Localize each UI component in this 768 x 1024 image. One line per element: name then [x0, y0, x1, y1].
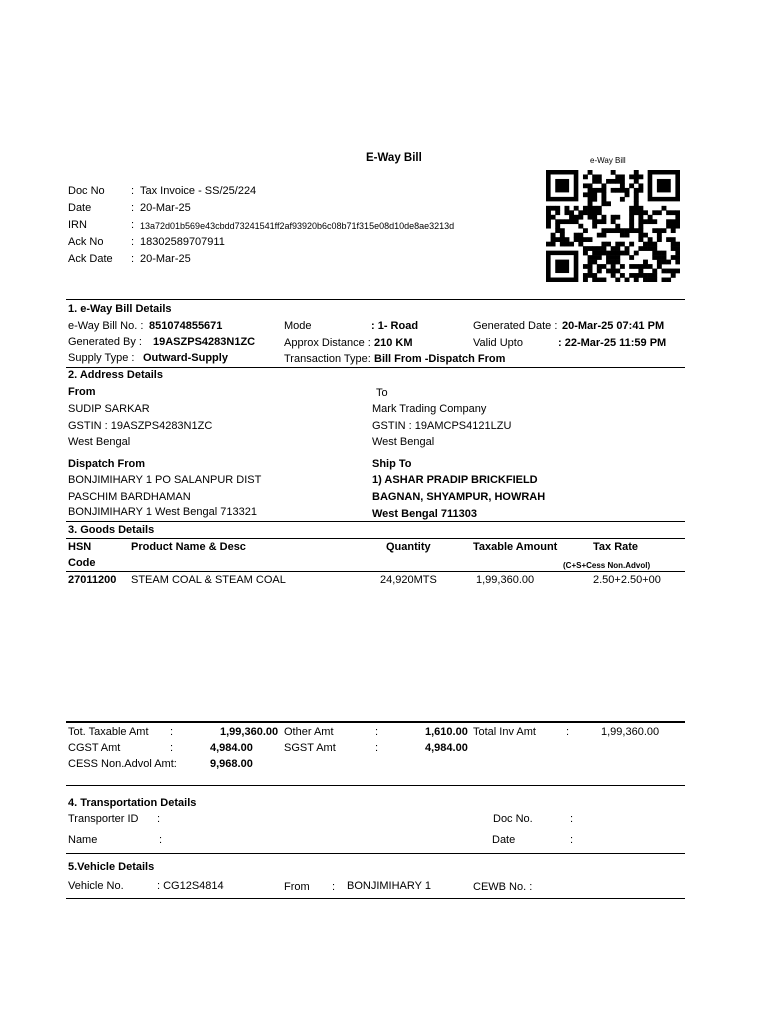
to-state: West Bengal [372, 436, 435, 448]
generated-by-label: Generated By : [68, 336, 142, 348]
col-hsn-code: Code [68, 557, 96, 569]
to-label: To [376, 387, 388, 399]
cgst-label: CGST Amt [68, 742, 121, 754]
qr-caption: e-Way Bill [590, 156, 626, 165]
divider [66, 898, 685, 899]
colon: : [570, 813, 574, 825]
ship-line: BAGNAN, SHYAMPUR, HOWRAH [372, 491, 546, 503]
cell-hsn: 27011200 [68, 574, 117, 586]
colon: : [375, 726, 379, 738]
section1-heading: 1. e-Way Bill Details [68, 303, 172, 315]
other-amt-value: 1,610.00 [425, 726, 468, 738]
cgst-value: 4,984.00 [210, 742, 253, 754]
doc-no-value: Tax Invoice - SS/25/224 [140, 185, 257, 197]
colon: : [157, 813, 161, 825]
ack-no-value: 18302589707911 [140, 236, 225, 248]
from-label: From [68, 386, 96, 398]
cess-label: CESS Non.Advol Amt: [68, 758, 177, 770]
colon: : [375, 742, 379, 754]
col-tax-rate-sub: (C+S+Cess Non.Advol) [563, 561, 651, 570]
distance-label: Approx Distance : [284, 337, 371, 349]
vehicle-no-value: : CG12S4814 [157, 880, 224, 892]
irn-value: 13a72d01b569e43cbdd73241541ff2af93920b6c08b71f315e08d10de8ae3213d [140, 221, 455, 231]
divider [66, 853, 685, 854]
colon: : [332, 881, 336, 893]
section4-heading: 4. Transportation Details [68, 797, 197, 809]
ack-date-label: Ack Date [68, 253, 113, 265]
colon: : [131, 185, 135, 197]
total-inv-label: Total Inv Amt [473, 726, 536, 738]
colon: : [131, 253, 135, 265]
txn-type-label: Transaction Type: [284, 353, 371, 365]
ewb-no-label: e-Way Bill No. : [68, 320, 144, 332]
gen-date-label: Generated Date : [473, 320, 558, 332]
dispatch-line: PASCHIM BARDHAMAN [68, 491, 191, 503]
section5-heading: 5.Vehicle Details [68, 861, 155, 873]
cewb-no-label: CEWB No. : [473, 881, 533, 893]
dispatch-from-label: Dispatch From [68, 458, 146, 470]
divider [66, 721, 685, 723]
divider [66, 367, 685, 368]
section2-heading: 2. Address Details [68, 369, 163, 381]
total-inv-value: 1,99,360.00 [601, 726, 660, 738]
colon: : [131, 236, 135, 248]
to-gstin: GSTIN : 19AMCPS4121LZU [372, 420, 512, 432]
date-value: 20-Mar-25 [140, 202, 191, 214]
from-name: SUDIP SARKAR [68, 403, 150, 415]
ship-line: West Bengal 711303 [372, 508, 477, 520]
divider [66, 538, 685, 539]
valid-upto-label: Valid Upto [473, 337, 523, 349]
mode-value: : 1- Road [371, 320, 419, 332]
vehicle-from-label: From [284, 881, 310, 893]
colon: : [131, 219, 135, 231]
from-state: West Bengal [68, 436, 131, 448]
cell-quantity: 24,920MTS [380, 574, 437, 586]
section3-heading: 3. Goods Details [68, 524, 155, 536]
ship-to-label: Ship To [372, 458, 412, 470]
colon: : [170, 726, 174, 738]
colon: : [170, 742, 174, 754]
colon: : [566, 726, 570, 738]
cess-value: 9,968.00 [210, 758, 253, 770]
col-hsn: HSN [68, 541, 92, 553]
mode-label: Mode [284, 320, 312, 332]
colon: : [570, 834, 574, 846]
txn-type-value: Bill From -Dispatch From [374, 353, 506, 365]
qr-code [546, 170, 680, 282]
page-title: E-Way Bill [366, 152, 422, 164]
from-gstin: GSTIN : 19ASZPS4283N1ZC [68, 420, 213, 432]
sgst-label: SGST Amt [284, 742, 336, 754]
ship-line: 1) ASHAR PRADIP BRICKFIELD [372, 474, 538, 486]
dispatch-line: BONJIMIHARY 1 PO SALANPUR DIST [68, 474, 262, 486]
col-quantity: Quantity [386, 541, 431, 553]
divider [66, 571, 685, 572]
irn-label: IRN [68, 219, 87, 231]
divider [66, 299, 685, 300]
divider [66, 785, 685, 786]
ewb-no-value: 851074855671 [149, 320, 223, 332]
vehicle-from-value: BONJIMIHARY 1 [347, 880, 431, 892]
dispatch-line: BONJIMIHARY 1 West Bengal 713321 [68, 506, 257, 518]
doc-no-label: Doc No [68, 185, 105, 197]
other-amt-label: Other Amt [284, 726, 334, 738]
transport-date-label: Date [492, 834, 516, 846]
supply-type-value: Outward-Supply [143, 352, 228, 364]
col-product: Product Name & Desc [131, 541, 246, 553]
to-name: Mark Trading Company [372, 403, 487, 415]
generated-by-value: 19ASZPS4283N1ZC [153, 336, 256, 348]
tot-taxable-label: Tot. Taxable Amt [68, 726, 149, 738]
divider [66, 521, 685, 522]
gen-date-value: 20-Mar-25 07:41 PM [562, 320, 665, 332]
colon: : [131, 202, 135, 214]
col-taxable-amount: Taxable Amount [473, 541, 558, 553]
sgst-value: 4,984.00 [425, 742, 468, 754]
col-tax-rate: Tax Rate [593, 541, 639, 553]
valid-upto-value: : 22-Mar-25 11:59 PM [558, 337, 667, 349]
transporter-name-label: Name [68, 834, 98, 846]
ack-date-value: 20-Mar-25 [140, 253, 191, 265]
distance-value: 210 KM [374, 337, 413, 349]
vehicle-no-label: Vehicle No. [68, 880, 124, 892]
cell-tax-rate: 2.50+2.50+00 [593, 574, 661, 586]
ack-no-label: Ack No [68, 236, 104, 248]
date-label: Date [68, 202, 92, 214]
transporter-id-label: Transporter ID [68, 813, 139, 825]
colon: : [159, 834, 163, 846]
tot-taxable-value: 1,99,360.00 [220, 726, 279, 738]
cell-taxable: 1,99,360.00 [476, 574, 535, 586]
transport-doc-no-label: Doc No. [493, 813, 533, 825]
supply-type-label: Supply Type : [68, 352, 135, 364]
cell-product: STEAM COAL & STEAM COAL [131, 574, 286, 586]
